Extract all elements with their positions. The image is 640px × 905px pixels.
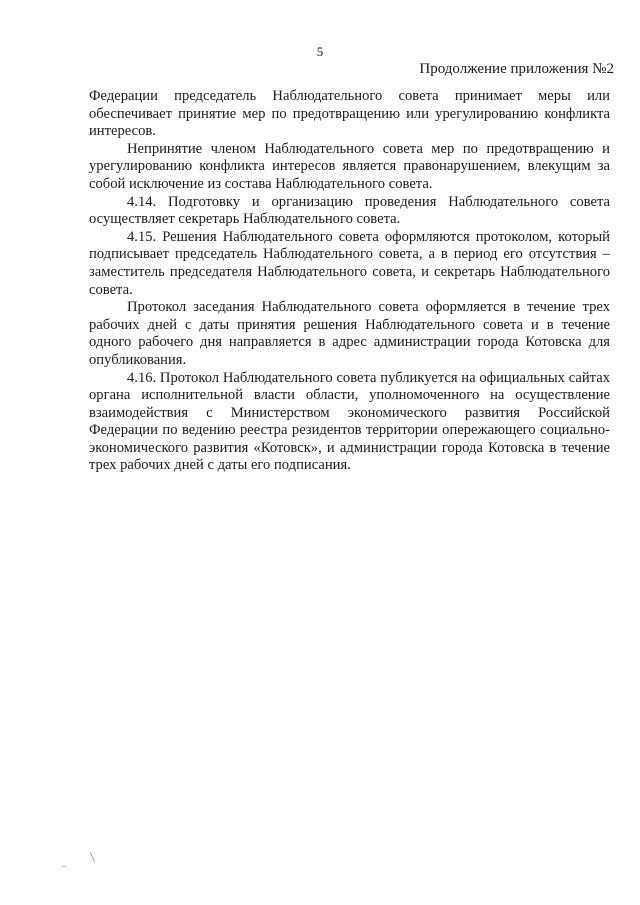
paragraph-non-compliance: Непринятие членом Наблюдательного совета мер по предотвращению и урегулированию конфликта интересов является правонарушением, влекущим за собой исключение из состава Наблюдательного совета. [89,140,610,192]
appendix-continuation-note: Продолжение приложения №2 [419,61,614,77]
scan-artifact-dot [62,866,66,867]
paragraph-4-15: 4.15. Решения Наблюдательного совета оформляются протоколом, который подписывает председатель Наблюдательного совета, а в период его отсутствия – заместитель председателя Наблюдательного совета, и секретарь Наблюдательного совета. [89,228,610,298]
document-body [89,88,610,475]
paragraph-4-16: 4.16. Протокол Наблюдательного совета публикуется на официальных сайтах органа исполнительной власти области, уполномоченного на осуществление взаимодействия с Министерством экономического развития Российской Федерации по ведению реестра резидентов территории опережающего социально-экономического развития «Котовск», и администрации города Котовска в течение трех рабочих дней с даты его подписания. [89,369,610,474]
scan-artifact-mark [90,852,95,861]
paragraph-protocol-meeting: Протокол заседания Наблюдательного совета оформляется в течение трех рабочих дней с даты принятия решения Наблюдательного совета и в течение одного рабочего дня направляется в адрес администрации города Котовска для опубликования. [89,299,610,368]
paragraph-4-14: 4.14. Подготовку и организацию проведения Наблюдательного совета осуществляет секретарь Наблюдательного совета. [89,193,610,228]
page-number: 5 [316,44,324,59]
paragraph-conflict-measures: Федерации председатель Наблюдательного совета принимает меры или обеспечивает принятие мер по предотвращению или урегулированию конфликта интересов. [89,88,610,140]
